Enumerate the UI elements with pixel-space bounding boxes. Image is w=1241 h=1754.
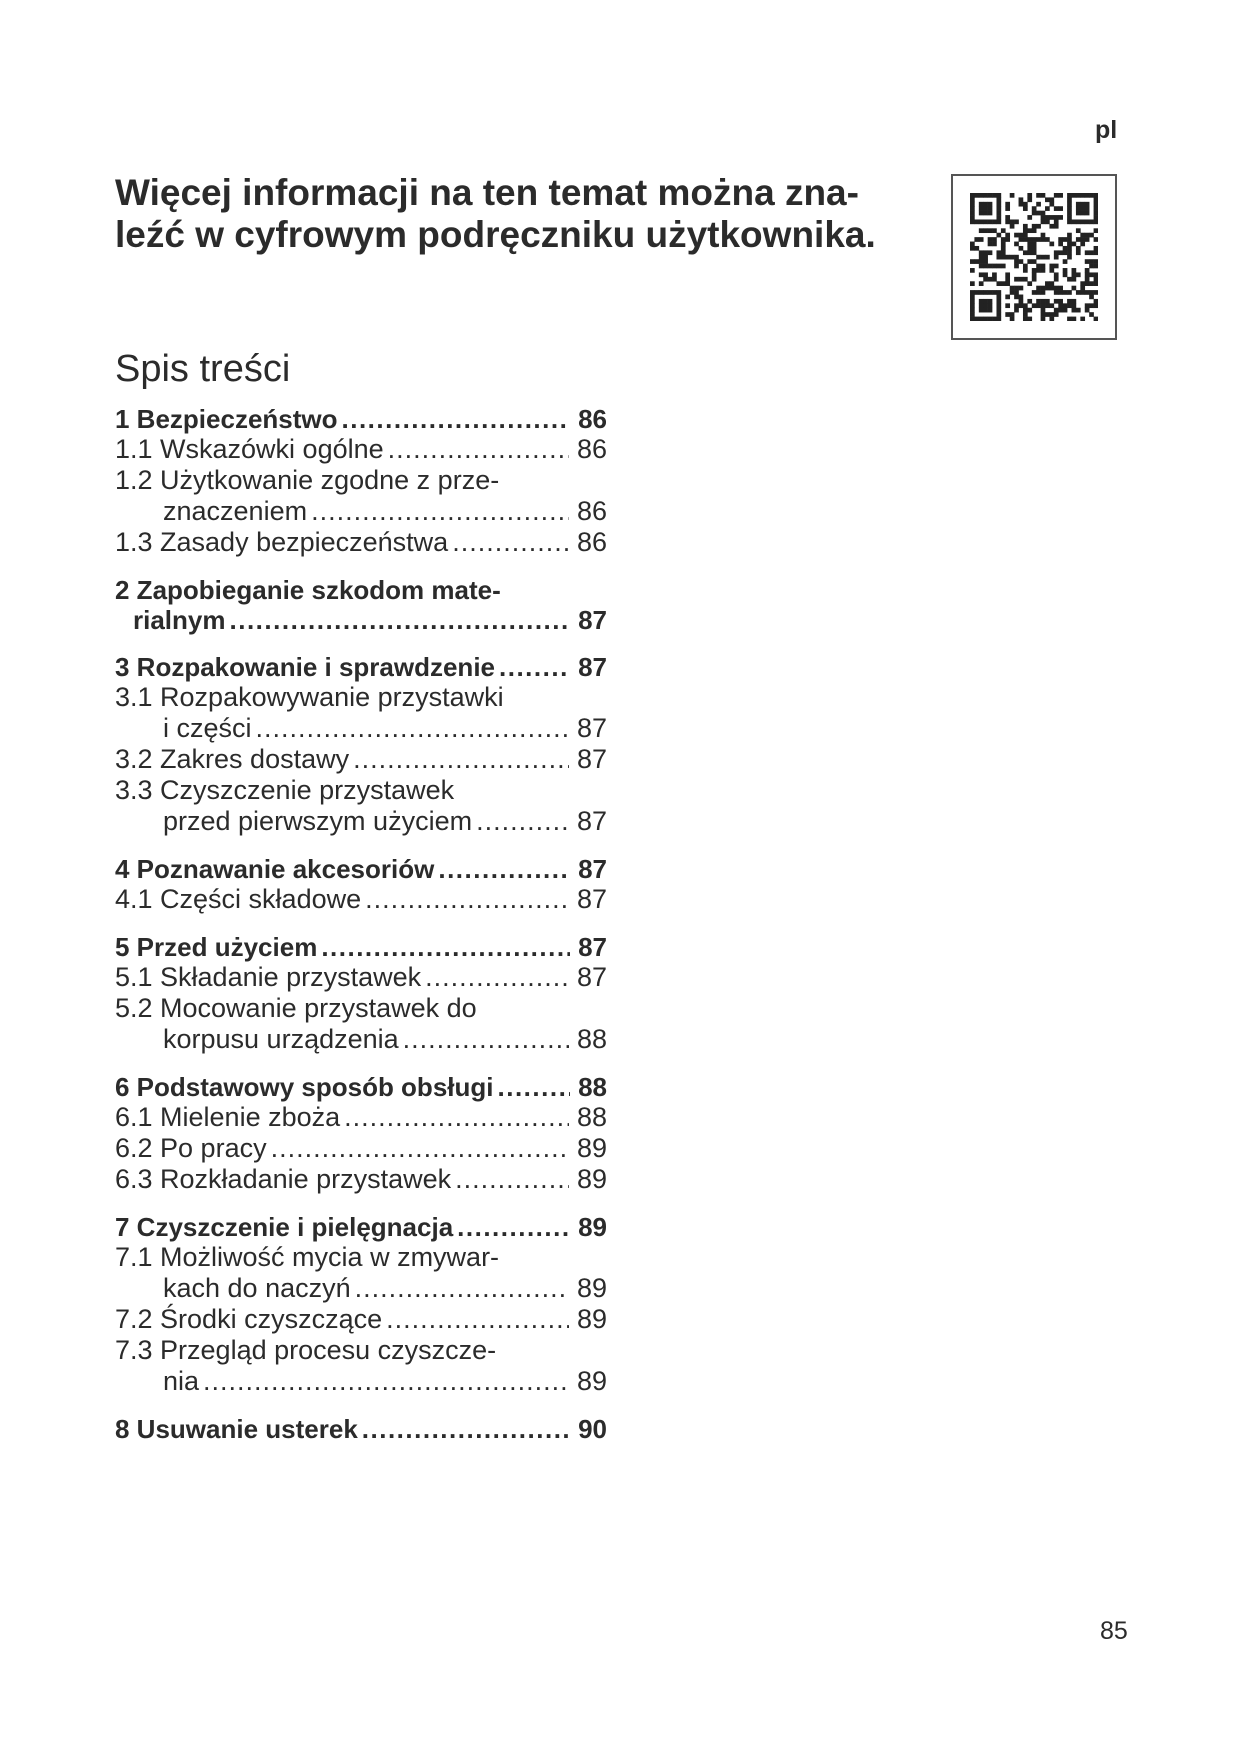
toc-entry-page: 88 xyxy=(576,1024,607,1054)
toc-leader-dots xyxy=(498,1072,571,1102)
toc-leader-dots xyxy=(321,932,570,962)
toc-entry-sub[interactable] xyxy=(115,884,607,915)
toc-leader-dots xyxy=(256,713,569,744)
toc-leader-dots xyxy=(438,854,570,884)
toc-entry-title: 3 Rozpakowanie i sprawdzenie xyxy=(115,652,495,682)
toc-entry-title: korpusu urządzenia xyxy=(163,1024,399,1054)
toc-entry-title: 6.3 Rozkładanie przystawek xyxy=(115,1164,452,1194)
toc-section xyxy=(115,1212,607,1397)
toc-entry-page: 87 xyxy=(576,962,607,992)
toc-entry-title: 7.2 Środki czyszczące xyxy=(115,1304,383,1334)
toc-entry-sub xyxy=(115,682,607,713)
toc-leader-dots xyxy=(388,434,569,465)
toc-entry-page: 89 xyxy=(576,1304,607,1334)
toc-entry-title: 1.2 Użytkowanie zgodne z prze- xyxy=(115,465,500,495)
toc-title: Spis treści xyxy=(115,348,291,390)
headline-line-1: Więcej informacji na ten temat można zna- xyxy=(115,172,859,213)
toc-entry-title: 1.1 Wskazówki ogólne xyxy=(115,434,384,464)
toc-entry-main[interactable] xyxy=(115,1212,607,1242)
toc-entry-page: 87 xyxy=(576,713,607,743)
toc-leader-dots xyxy=(425,962,569,993)
toc-entry-main[interactable] xyxy=(115,652,607,682)
toc-entry-main xyxy=(115,575,607,605)
toc-entry-main[interactable] xyxy=(115,854,607,884)
toc-entry-title: 3.3 Czyszczenie przystawek xyxy=(115,775,455,805)
toc-entry-page: 86 xyxy=(576,434,607,464)
toc-entry-title: nia xyxy=(163,1366,200,1396)
toc-entry-title: 6.2 Po pracy xyxy=(115,1133,267,1163)
toc-entry-title: kach do naczyń xyxy=(163,1273,351,1303)
toc-entry-sub xyxy=(115,1242,607,1273)
toc-entry-title: 3.2 Zakres dostawy xyxy=(115,744,350,774)
toc-entry-sub[interactable] xyxy=(115,806,607,837)
language-label: pl xyxy=(1095,116,1118,144)
toc-entry-sub[interactable] xyxy=(115,434,607,465)
toc-entry-page: 87 xyxy=(578,854,607,884)
toc-entry-title: 3.1 Rozpakowywanie przystawki xyxy=(115,682,504,712)
toc-section xyxy=(115,404,607,558)
toc-entry-page: 89 xyxy=(576,1366,607,1396)
toc-entry-sub xyxy=(115,993,607,1024)
toc-entry-page: 86 xyxy=(576,496,607,526)
toc-entry-title: 6.1 Mielenie zboża xyxy=(115,1102,341,1132)
toc-entry-title: przed pierwszym użyciem xyxy=(163,806,473,836)
toc-entry-title: 5 Przed użyciem xyxy=(115,932,318,962)
page-number: 85 xyxy=(1100,1617,1128,1645)
toc-entry-main[interactable] xyxy=(115,1072,607,1102)
toc-entry-sub[interactable] xyxy=(115,713,607,744)
toc-entry-title: 8 Usuwanie usterek xyxy=(115,1414,358,1444)
toc-entry-title: 4 Poznawanie akcesoriów xyxy=(115,854,435,884)
toc-entry-title: 7 Czyszczenie i pielęgnacja xyxy=(115,1212,454,1242)
toc-entry-sub[interactable] xyxy=(115,1133,607,1164)
toc-leader-dots xyxy=(499,652,570,682)
toc-leader-dots xyxy=(311,496,569,527)
toc-entry-page: 87 xyxy=(576,884,607,914)
toc-section xyxy=(115,854,607,915)
toc-entry-page: 87 xyxy=(578,652,607,682)
toc-entry-sub[interactable] xyxy=(115,1273,607,1304)
toc-leader-dots xyxy=(455,1164,569,1195)
toc-entry-title: 5.1 Składanie przystawek xyxy=(115,962,422,992)
toc-entry-title: rialnym xyxy=(133,605,226,635)
qr-code-frame[interactable] xyxy=(951,174,1117,340)
toc-leader-dots xyxy=(342,404,571,434)
toc-entry-page: 88 xyxy=(576,1102,607,1132)
toc-entry-page: 90 xyxy=(578,1414,607,1444)
table-of-contents xyxy=(115,404,607,1461)
toc-entry-title: 1 Bezpieczeństwo xyxy=(115,404,338,434)
toc-entry-main[interactable] xyxy=(115,605,607,635)
qr-code-icon xyxy=(970,193,1098,321)
toc-entry-title: 2 Zapobieganie szkodom mate- xyxy=(115,575,501,605)
toc-entry-title: znaczeniem xyxy=(163,496,308,526)
toc-entry-page: 87 xyxy=(576,744,607,774)
toc-leader-dots xyxy=(271,1133,569,1164)
toc-entry-title: 4.1 Części składowe xyxy=(115,884,362,914)
toc-leader-dots xyxy=(457,1212,570,1242)
toc-leader-dots xyxy=(452,527,569,558)
toc-entry-sub[interactable] xyxy=(115,496,607,527)
toc-entry-page: 88 xyxy=(578,1072,607,1102)
toc-entry-title: i części xyxy=(163,713,252,743)
toc-leader-dots xyxy=(403,1024,569,1055)
toc-entry-sub[interactable] xyxy=(115,744,607,775)
toc-entry-sub xyxy=(115,1335,607,1366)
toc-entry-title: 5.2 Mocowanie przystawek do xyxy=(115,993,477,1023)
toc-entry-page: 86 xyxy=(576,527,607,557)
toc-entry-page: 89 xyxy=(576,1133,607,1163)
toc-entry-main[interactable] xyxy=(115,1414,607,1444)
toc-entry-page: 89 xyxy=(578,1212,607,1242)
toc-entry-page: 86 xyxy=(578,404,607,434)
toc-entry-main[interactable] xyxy=(115,404,607,434)
toc-section xyxy=(115,1072,607,1195)
headline xyxy=(115,172,935,256)
toc-leader-dots xyxy=(344,1102,569,1133)
toc-section xyxy=(115,575,607,635)
toc-entry-page: 89 xyxy=(576,1273,607,1303)
toc-entry-page: 87 xyxy=(578,605,607,635)
toc-entry-sub[interactable] xyxy=(115,1366,607,1397)
toc-entry-sub[interactable] xyxy=(115,1024,607,1055)
toc-entry-main[interactable] xyxy=(115,932,607,962)
toc-section xyxy=(115,932,607,1055)
toc-entry-page: 89 xyxy=(576,1164,607,1194)
toc-section xyxy=(115,1414,607,1444)
toc-entry-sub xyxy=(115,775,607,806)
toc-entry-sub[interactable] xyxy=(115,527,607,558)
toc-entry-title: 7.3 Przegląd procesu czyszcze- xyxy=(115,1335,497,1365)
toc-entry-page: 87 xyxy=(576,806,607,836)
toc-entry-sub xyxy=(115,465,607,496)
toc-section xyxy=(115,652,607,837)
toc-leader-dots xyxy=(365,884,569,915)
toc-leader-dots xyxy=(203,1366,569,1397)
toc-leader-dots xyxy=(386,1304,569,1335)
headline-line-2: leźć w cyfrowym podręczniku użytkownika. xyxy=(115,214,876,255)
toc-leader-dots xyxy=(355,1273,569,1304)
toc-leader-dots xyxy=(476,806,569,837)
toc-entry-sub[interactable] xyxy=(115,1304,607,1335)
toc-entry-sub[interactable] xyxy=(115,962,607,993)
toc-leader-dots xyxy=(353,744,569,775)
toc-entry-title: 1.3 Zasady bezpieczeństwa xyxy=(115,527,449,557)
toc-entry-title: 7.1 Możliwość mycia w zmywar- xyxy=(115,1242,500,1272)
toc-entry-page: 87 xyxy=(578,932,607,962)
toc-entry-sub[interactable] xyxy=(115,1102,607,1133)
toc-leader-dots xyxy=(230,605,571,635)
toc-leader-dots xyxy=(362,1414,570,1444)
toc-entry-sub[interactable] xyxy=(115,1164,607,1195)
toc-entry-title: 6 Podstawowy sposób obsługi xyxy=(115,1072,494,1102)
